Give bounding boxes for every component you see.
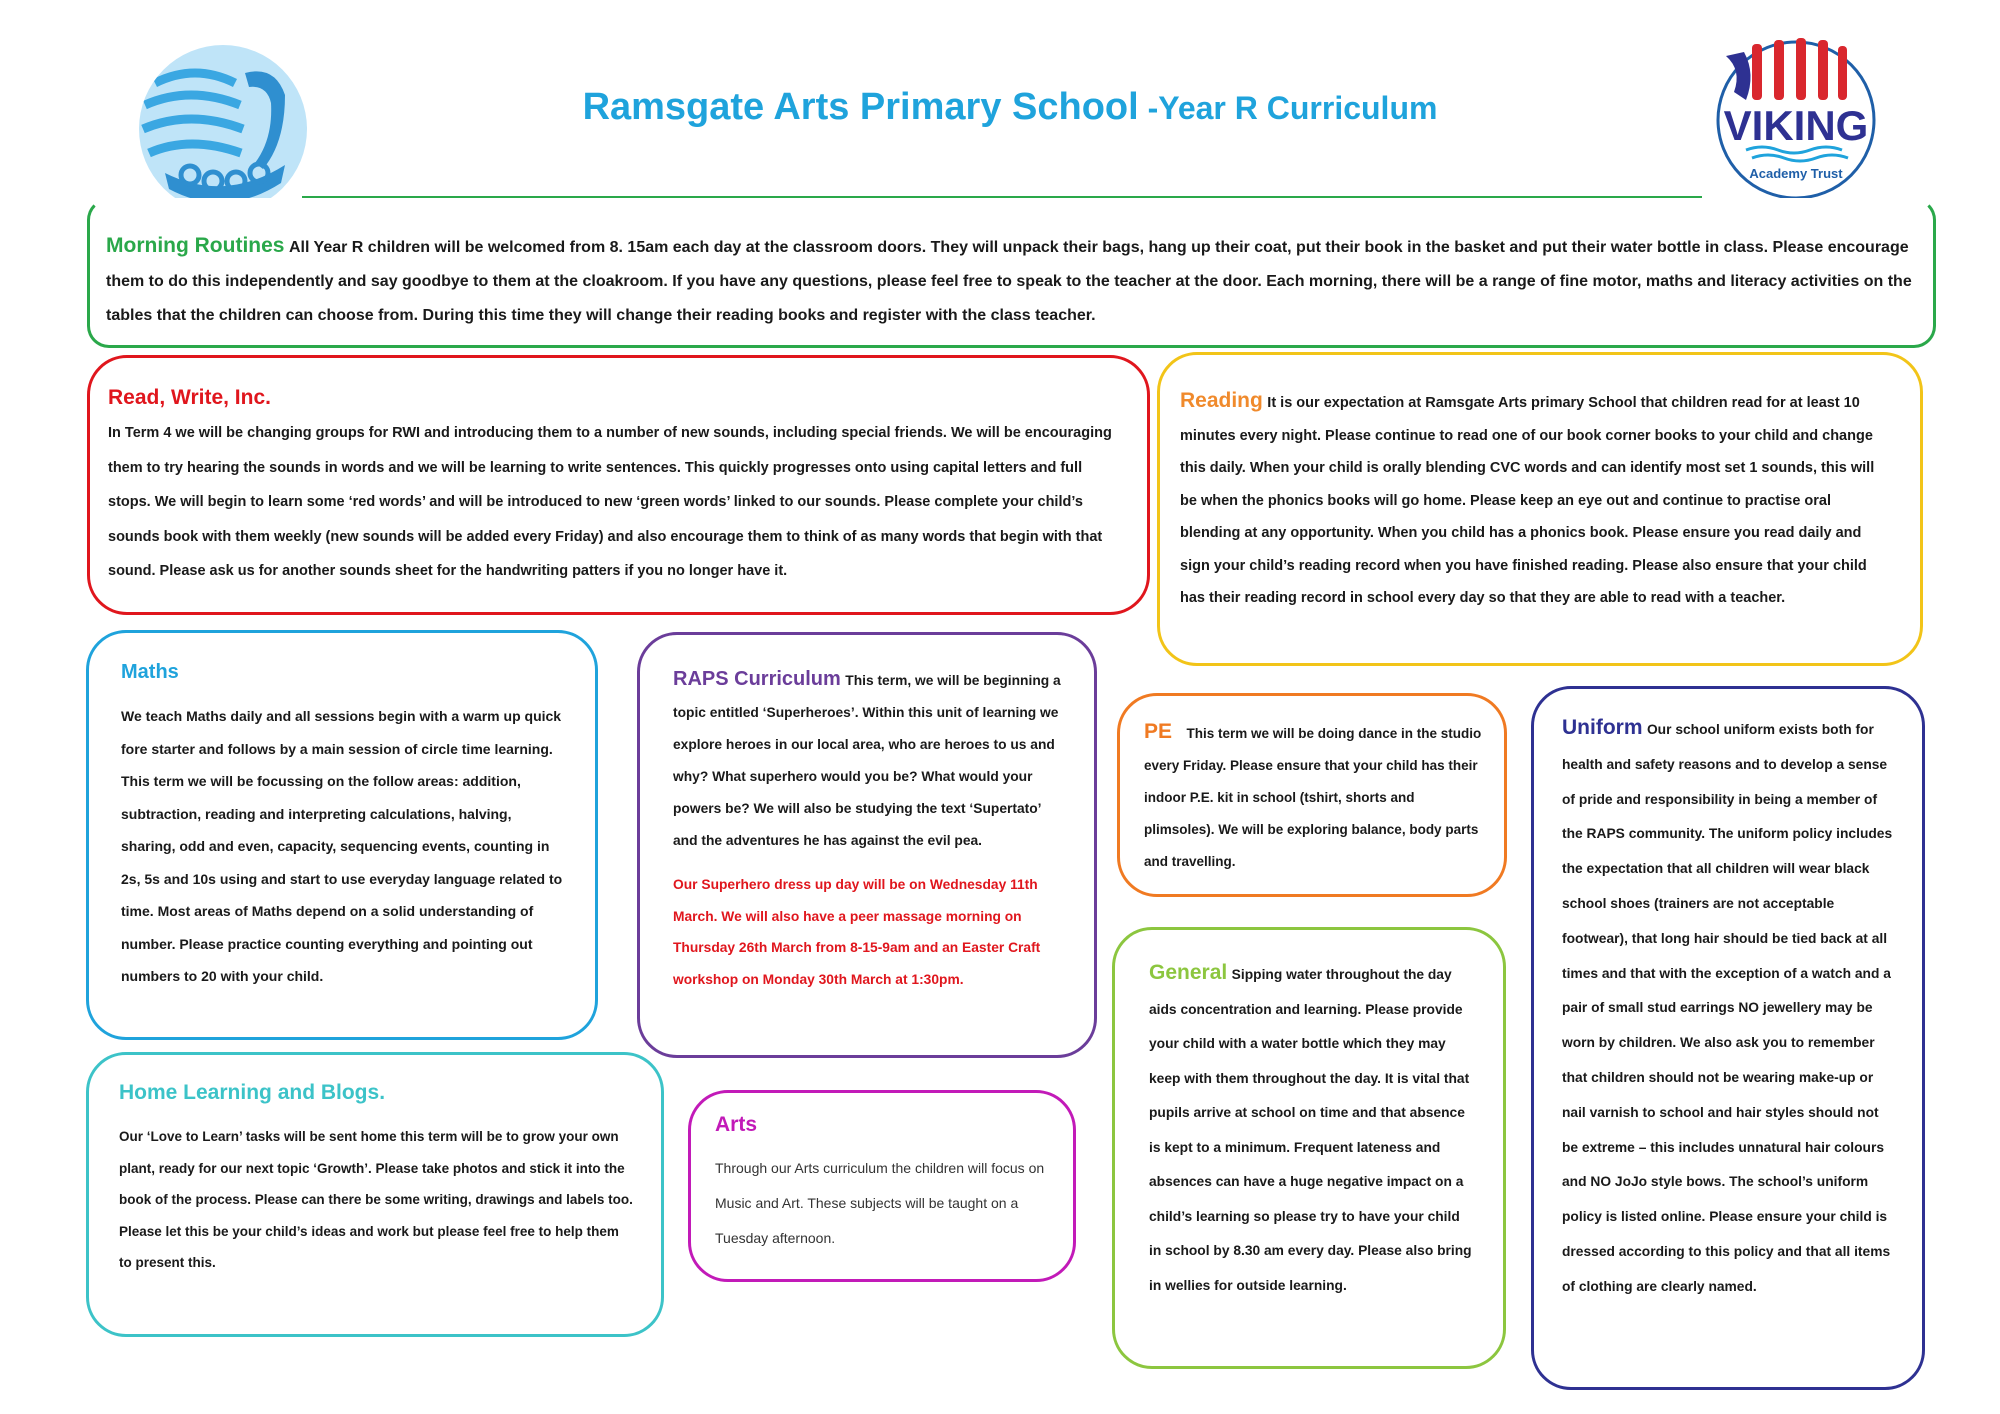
morning-routines-text: All Year R children will be welcomed from 8. 15am each day at the classroom doors. They will unpack their bags, hang up their coat, put their book in the basket and put their water bottle in class. Please encourage them to do this independently and say goodbye to them at the cloakroom. If you have any questions, please feel free to speak to the teacher at the door. Each morning, there will be a range of fine motor, maths and literacy activities on the tables that the children can choose from. During this time they will change their reading books and register with the class teacher. (106, 239, 1912, 324)
general-heading: General (1149, 961, 1228, 984)
home-learning-heading: Home Learning and Blogs. (119, 1081, 386, 1104)
raps-text: This term, we will be beginning a topic entitled ‘Superheroes’. Within this unit of learning we explore heroes in our local area, who are heroes to us and why? What superhero would you be? What would your powers be? We will also be studying the text ‘Supertato’ and the adventures he has against the evil pea. (673, 673, 1061, 848)
uniform-text: Our school uniform exists both for health and safety reasons and to develop a sense of pride and responsibility in being a member of the RAPS community. The uniform policy includes the expectation that all children will wear black school shoes (trainers are not acceptable footwear), that long hair should be tied back at all times and that with the exception of a watch and a pair of small stud earrings NO jewellery may be worn by children. We also ask you to remember that children should not be wearing make-up or nail varnish to school and hair styles should not be extreme – this includes unnatural hair colours and NO JoJo style bows. The school’s uniform policy is listed online. Please ensure your child is dressed according to this policy and that all items of clothing are clearly named. (1562, 722, 1893, 1294)
pe-heading: PE (1144, 720, 1173, 743)
rwi-text: In Term 4 we will be changing groups for RWI and introducing them to a number of new sounds, including special friends. We will be encouraging them to try hearing the sounds in words and we will be learning to write sentences. This quickly progresses onto using capital letters and full stops. We will begin to learn some ‘red words’ and will be introduced to new ‘green words’ linked to our sounds. Please complete your child’s sounds book with them weekly (new sounds will be added every Friday) and also encourage them to think of as many words that begin with that sound. Please ask us for another sounds sheet for the handwriting patters if you no longer have it. (108, 425, 1112, 579)
arts-box (688, 1090, 1076, 1282)
morning-routines-box (87, 198, 1936, 348)
maths-box (86, 630, 598, 1040)
reading-text: It is our expectation at Ramsgate Arts primary School that children read for at least 10 minutes every night. Please continue to read one of our book corner books to your child and change this daily. When your child is orally blending CVC words and can identify most set 1 sounds, this will be when the phonics books will go home. Please keep an eye out and continue to practise oral blending at any opportunity. When you child has a phonics book. Please ensure you read daily and sign your child’s reading record when you have finished reading. Please also ensure that your child has their reading record in school every day so that they are able to read with a teacher. (1180, 395, 1875, 606)
title-suffix: -Year R Curriculum (1138, 90, 1438, 126)
maths-heading: Maths (121, 661, 179, 683)
pe-text: This term we will be doing dance in the studio every Friday. Please ensure that your child has their indoor P.E. kit in school (tshirt, shorts and plimsoles). We will be exploring balance, body parts and travelling. (1144, 726, 1482, 869)
raps-heading: RAPS Curriculum (673, 668, 841, 690)
raps-curriculum-box (637, 632, 1097, 1058)
general-text: Sipping water throughout the day aids concentration and learning. Please provide your child with a water bottle which they may keep with them throughout the day. It is vital that pupils arrive at school on time and that absence is kept to a minimum. Frequent lateness and absences can have a huge negative impact on a child’s learning so please try to have your child in school by 8.30 am every day. Please also bring in wellies for outside learning. (1149, 967, 1472, 1293)
logo-subtitle: Academy Trust (1749, 166, 1843, 181)
viking-academy-trust-logo (1712, 30, 1880, 202)
arts-heading: Arts (715, 1113, 758, 1136)
pe-box (1117, 693, 1507, 897)
home-learning-text: Our ‘Love to Learn’ tasks will be sent home this term will be to grow your own plant, ready for our next topic ‘Growth’. Please take photos and stick it into the book of the process. Please can there be some writing, drawings and labels too. Please let this be your child’s ideas and work but please feel free to help them to present this. (119, 1129, 633, 1270)
morning-routines-heading: Morning Routines (106, 234, 285, 257)
page-title (560, 86, 1460, 129)
arts-text: Through our Arts curriculum the children will focus on Music and Art. These subjects will be taught on a Tuesday afternoon. (715, 1160, 1045, 1246)
maths-text: We teach Maths daily and all sessions begin with a warm up quick fore starter and follows by a main session of circle time learning. This term we will be focussing on the follow areas: addition, subtraction, reading and interpreting calculations, halving, sharing, odd and even, capacity, sequencing events, counting in 2s, 5s and 10s using and start to use everyday language related to time. Most areas of Maths depend on a solid understanding of number. Please practice counting everything and pointing out numbers to 20 with your child. (121, 708, 563, 984)
raps-highlight-text: Our Superhero dress up day will be on Wednesday 11th March. We will also have a peer massage morning on Thursday 26th March from 8-15-9am and an Easter Craft workshop on Monday 30th March at 1:30pm. (673, 877, 1041, 987)
general-box (1112, 927, 1506, 1369)
uniform-heading: Uniform (1562, 716, 1643, 739)
uniform-box (1531, 686, 1925, 1390)
reading-heading: Reading (1180, 389, 1263, 412)
viking-ship-logo (135, 43, 311, 221)
logo-wordmark: VIKING (1723, 102, 1869, 149)
rwi-box (87, 355, 1150, 615)
title-main: Ramsgate Arts Primary School (582, 86, 1139, 128)
reading-box (1157, 352, 1923, 666)
home-learning-box (86, 1052, 664, 1337)
rwi-heading: Read, Write, Inc. (108, 386, 271, 409)
